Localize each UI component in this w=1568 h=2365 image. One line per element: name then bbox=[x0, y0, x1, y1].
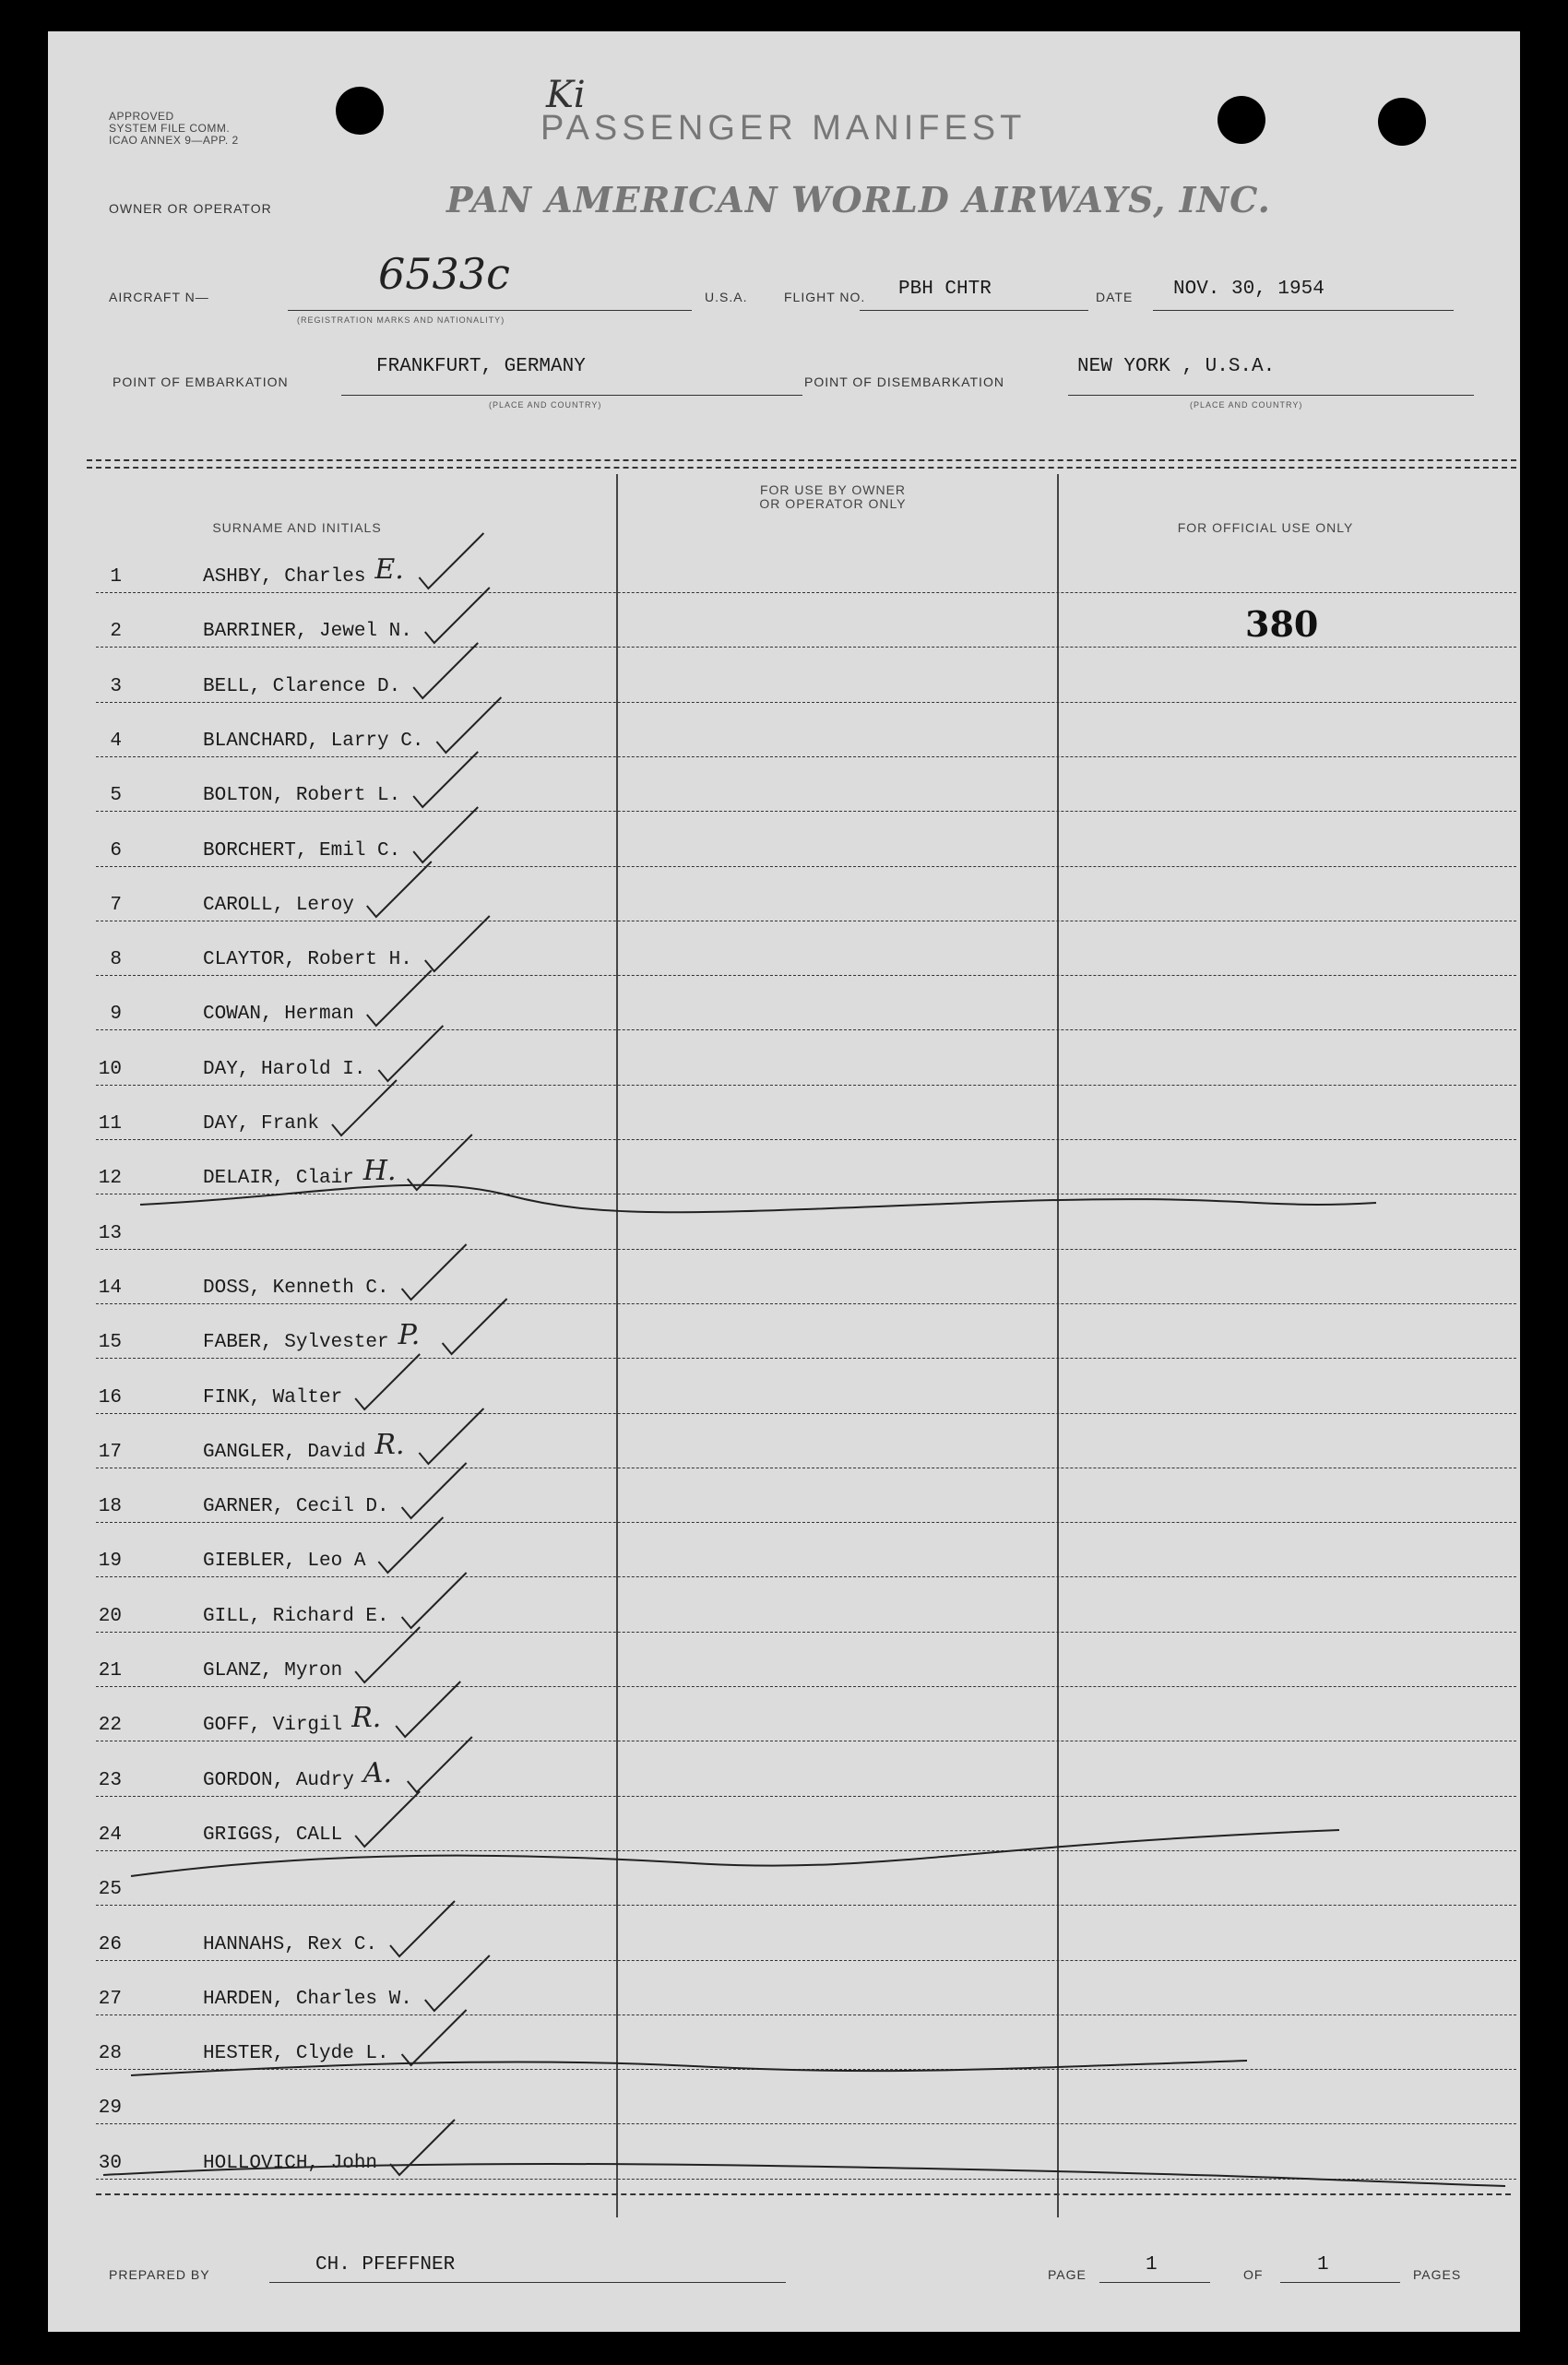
passenger-number: 18 bbox=[98, 1496, 122, 1517]
passenger-number: 3 bbox=[110, 676, 122, 697]
check-mark bbox=[413, 643, 478, 698]
passenger-number: 15 bbox=[98, 1332, 122, 1353]
passenger-number: 9 bbox=[110, 1004, 122, 1025]
passenger-name: DAY, Frank bbox=[203, 1113, 320, 1135]
prepared-by-label: PREPARED BY bbox=[109, 2267, 210, 2282]
disembarkation-sublabel: (PLACE AND COUNTRY) bbox=[1190, 400, 1303, 410]
handwritten-initial: H. bbox=[362, 1155, 397, 1187]
passenger-number: 28 bbox=[98, 2043, 122, 2064]
passenger-number: 4 bbox=[110, 731, 122, 752]
passenger-number: 25 bbox=[98, 1879, 122, 1900]
passenger-name: BELL, Clarence D. bbox=[203, 676, 401, 697]
check-mark bbox=[425, 1955, 490, 2011]
passenger-number: 26 bbox=[98, 1934, 122, 1955]
passenger-number: 23 bbox=[98, 1770, 122, 1791]
column-header-surname: SURNAME AND INITIALS bbox=[212, 520, 382, 535]
owner-operator-label: OWNER OR OPERATOR bbox=[109, 201, 272, 216]
check-mark bbox=[425, 588, 490, 643]
flight-label: FLIGHT NO. bbox=[784, 290, 866, 304]
passenger-name: GARNER, Cecil D. bbox=[203, 1496, 389, 1517]
check-mark bbox=[396, 1682, 460, 1737]
passenger-name: DOSS, Kenneth C. bbox=[203, 1278, 389, 1299]
page-title: PASSENGER MANIFEST bbox=[540, 109, 1027, 148]
passenger-number: 19 bbox=[98, 1551, 122, 1572]
check-mark bbox=[355, 1627, 420, 1682]
manifest-sheet bbox=[48, 31, 1520, 2332]
strike-line bbox=[131, 1830, 1339, 1876]
date-value: NOV. 30, 1954 bbox=[1173, 279, 1324, 300]
passenger-name: DELAIR, Clair bbox=[203, 1168, 354, 1189]
passenger-number: 5 bbox=[110, 785, 122, 806]
handwritten-initial: P. bbox=[398, 1319, 421, 1351]
check-mark bbox=[367, 862, 432, 917]
check-mark bbox=[443, 1299, 507, 1354]
check-mark bbox=[408, 1737, 472, 1792]
aircraft-number: 6533c bbox=[378, 249, 510, 299]
disembarkation-label: POINT OF DISEMBARKATION bbox=[804, 374, 1004, 389]
check-mark bbox=[402, 1573, 467, 1628]
check-mark bbox=[378, 1026, 443, 1081]
embarkation-sublabel: (PLACE AND COUNTRY) bbox=[489, 400, 602, 410]
check-mark bbox=[419, 533, 483, 588]
date-label: DATE bbox=[1096, 290, 1134, 304]
passenger-number: 27 bbox=[98, 1989, 122, 2010]
prepared-by-value: CH. PFEFFNER bbox=[315, 2254, 456, 2276]
passenger-number: 22 bbox=[98, 1715, 122, 1736]
embarkation-value: FRANKFURT, GERMANY bbox=[376, 356, 586, 377]
check-mark bbox=[378, 1517, 443, 1573]
handwritten-initial: A. bbox=[362, 1757, 392, 1789]
passenger-number: 17 bbox=[98, 1442, 122, 1463]
passenger-name: CAROLL, Leroy bbox=[203, 895, 354, 916]
column-header-owner: FOR USE BY OWNER OR OPERATOR ONLY bbox=[759, 482, 907, 511]
strike-line bbox=[103, 2164, 1505, 2186]
handwritten-initial: E. bbox=[374, 553, 404, 586]
handwritten-initial: R. bbox=[374, 1429, 405, 1461]
page-label: PAGE bbox=[1048, 2267, 1087, 2282]
check-mark bbox=[367, 970, 432, 1026]
passenger-number: 11 bbox=[98, 1113, 122, 1135]
passenger-name: BOLTON, Robert L. bbox=[203, 785, 401, 806]
official-stamp-number: 380 bbox=[1245, 603, 1319, 645]
aircraft-label: AIRCRAFT N— bbox=[109, 290, 209, 304]
passenger-number: 13 bbox=[98, 1223, 122, 1244]
strike-line bbox=[140, 1185, 1376, 1212]
passenger-name: HARDEN, Charles W. bbox=[203, 1989, 412, 2010]
passenger-number: 30 bbox=[98, 2153, 122, 2174]
approval-note: APPROVED SYSTEM FILE COMM. ICAO ANNEX 9—APP. 2 bbox=[109, 110, 239, 147]
passenger-name: HOLLOVICH, John bbox=[203, 2153, 378, 2174]
passenger-number: 24 bbox=[98, 1824, 122, 1846]
disembarkation-value: NEW YORK , U.S.A. bbox=[1077, 356, 1276, 377]
handwritten-mark: Ki bbox=[546, 74, 586, 116]
page-number: 1 bbox=[1146, 2254, 1158, 2276]
check-mark bbox=[402, 1463, 467, 1518]
passenger-name: GORDON, Audry bbox=[203, 1770, 354, 1791]
usa-label: U.S.A. bbox=[705, 290, 748, 304]
check-mark bbox=[402, 1244, 467, 1300]
of-label: OF bbox=[1243, 2267, 1264, 2282]
flight-number: PBH CHTR bbox=[898, 279, 992, 300]
passenger-number: 1 bbox=[110, 566, 122, 588]
check-mark bbox=[390, 2120, 455, 2175]
total-pages: 1 bbox=[1317, 2254, 1329, 2276]
operator-name-stamp: PAN AMERICAN WORLD AIRWAYS, INC. bbox=[446, 179, 1271, 220]
passenger-number: 16 bbox=[98, 1387, 122, 1408]
passenger-number: 21 bbox=[98, 1660, 122, 1682]
check-mark bbox=[402, 2010, 467, 2065]
passenger-name: HANNAHS, Rex C. bbox=[203, 1934, 378, 1955]
check-mark bbox=[390, 1901, 455, 1956]
embarkation-label: POINT OF EMBARKATION bbox=[113, 374, 289, 389]
passenger-number: 12 bbox=[98, 1168, 122, 1189]
passenger-name: BLANCHARD, Larry C. bbox=[203, 731, 424, 752]
check-mark bbox=[419, 1408, 483, 1464]
check-mark bbox=[355, 1354, 420, 1409]
passenger-number: 14 bbox=[98, 1278, 122, 1299]
strike-line bbox=[131, 2061, 1247, 2075]
passenger-name: BARRINER, Jewel N. bbox=[203, 621, 412, 642]
check-mark bbox=[425, 916, 490, 971]
passenger-number: 2 bbox=[110, 621, 122, 642]
passenger-name: COWAN, Herman bbox=[203, 1004, 354, 1025]
check-mark bbox=[436, 697, 501, 753]
pages-label: PAGES bbox=[1413, 2267, 1462, 2282]
passenger-name: GANGLER, David bbox=[203, 1442, 366, 1463]
passenger-name: HESTER, Clyde L. bbox=[203, 2043, 389, 2064]
passenger-name: GRIGGS, CALL bbox=[203, 1824, 343, 1846]
passenger-name: ASHBY, Charles bbox=[203, 566, 366, 588]
passenger-name: BORCHERT, Emil C. bbox=[203, 840, 401, 862]
check-mark bbox=[413, 752, 478, 807]
passenger-name: GILL, Richard E. bbox=[203, 1606, 389, 1627]
passenger-number: 7 bbox=[110, 895, 122, 916]
passenger-name: FABER, Sylvester bbox=[203, 1332, 389, 1353]
check-mark bbox=[413, 807, 478, 862]
column-header-official: FOR OFFICIAL USE ONLY bbox=[1177, 520, 1354, 535]
check-mark bbox=[355, 1791, 420, 1847]
passenger-number: 10 bbox=[98, 1059, 122, 1080]
aircraft-sublabel: (REGISTRATION MARKS AND NATIONALITY) bbox=[297, 315, 505, 325]
check-mark bbox=[408, 1135, 472, 1190]
passenger-number: 29 bbox=[98, 2098, 122, 2119]
handwritten-marks bbox=[48, 31, 1520, 2332]
passenger-number: 6 bbox=[110, 840, 122, 862]
passenger-name: FINK, Walter bbox=[203, 1387, 343, 1408]
passenger-name: CLAYTOR, Robert H. bbox=[203, 949, 412, 970]
check-mark bbox=[332, 1080, 397, 1135]
passenger-name: GOFF, Virgil bbox=[203, 1715, 343, 1736]
handwritten-initial: R. bbox=[351, 1702, 382, 1734]
passenger-number: 8 bbox=[110, 949, 122, 970]
passenger-name: GIEBLER, Leo A bbox=[203, 1551, 366, 1572]
passenger-name: DAY, Harold I. bbox=[203, 1059, 366, 1080]
passenger-name: GLANZ, Myron bbox=[203, 1660, 343, 1682]
passenger-number: 20 bbox=[98, 1606, 122, 1627]
